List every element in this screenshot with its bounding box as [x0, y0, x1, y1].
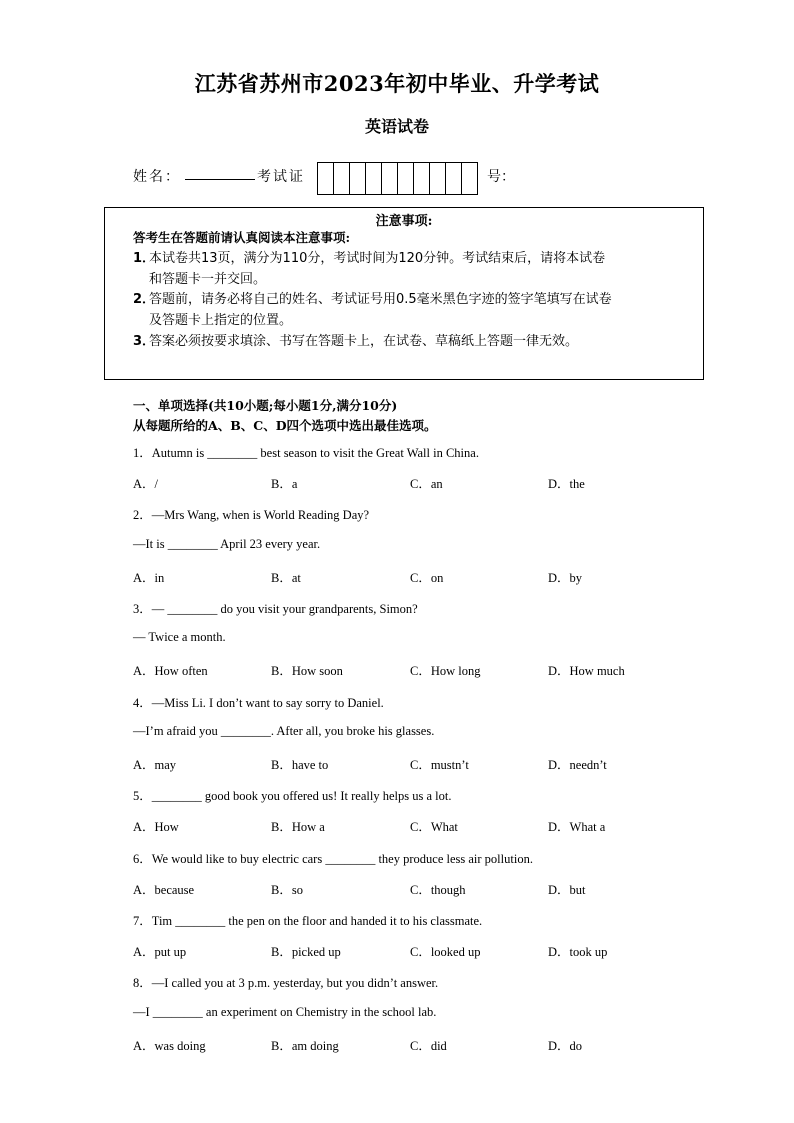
notice-subtitle: 答考生在答题前请认真阅读本注意事项:	[133, 230, 351, 245]
option-b: B．so	[271, 883, 303, 897]
option-a: A．How often	[133, 664, 208, 678]
option-d: D．by	[548, 571, 583, 585]
option-c: C．mustn’t	[410, 758, 469, 772]
option-a: A．/	[133, 477, 159, 491]
section-heading: 一、单项选择(共10小题;每小题1分,满分10分)	[133, 398, 398, 413]
option-b: B．am doing	[271, 1039, 339, 1053]
option-d: D．needn’t	[548, 758, 607, 772]
question-text: —I’m afraid you ________. After all, you broke his glasses.	[133, 724, 435, 738]
digit-box	[462, 163, 477, 194]
notice-box	[104, 207, 704, 380]
question-text: —It is ________ April 23 every year.	[133, 537, 321, 551]
question-text: 7．Tim ________ the pen on the floor and handed it to his classmate.	[133, 914, 483, 928]
digit-box	[334, 163, 350, 194]
question-text: 4．—Miss Li. I don’t want to say sorry to Daniel.	[133, 696, 384, 710]
name-label: 姓名：	[133, 169, 181, 185]
page-subtitle: 英语试卷	[364, 117, 429, 136]
notice-item: 2．答题前，请务必将自己的姓名、考试证号用0.5毫米黑色字迹的签字笔填写在试卷 及答题卡上指定的位置。	[133, 292, 612, 328]
exam-number-boxes	[317, 162, 478, 195]
notice-item: 1．本试卷共13页，满分为110分，考试时间为120分钟。考试结束后，请将本试卷 和答题卡一并交回。	[133, 251, 606, 287]
option-d: D．took up	[548, 945, 608, 959]
question-text: 1．Autumn is ________ best season to visit the Great Wall in China.	[133, 446, 479, 460]
digit-box	[414, 163, 430, 194]
option-c: C．did	[410, 1039, 447, 1053]
section-instruction: 从每题所给的A、B、C、D四个选项中选出最佳选项。	[133, 418, 437, 433]
page-title: 江苏省苏州市2023年初中毕业、升学考试	[194, 71, 600, 96]
option-b: B．at	[271, 571, 301, 585]
question-text: 5．________ good book you offered us! It really helps us a lot.	[133, 789, 452, 803]
question-text: 3．— ________ do you visit your grandparents, Simon?	[133, 602, 418, 616]
digit-box	[350, 163, 366, 194]
exam-number-label: 考试证	[257, 169, 305, 185]
option-a: A．because	[133, 883, 195, 897]
option-b: B．How soon	[271, 664, 343, 678]
digit-box	[430, 163, 446, 194]
option-c: C．though	[410, 883, 466, 897]
option-d: D．the	[548, 477, 585, 491]
digit-box	[446, 163, 462, 194]
question-text: 2．—Mrs Wang, when is World Reading Day?	[133, 508, 370, 522]
option-c: C．looked up	[410, 945, 481, 959]
option-d: D．What a	[548, 820, 606, 834]
option-d: D．but	[548, 883, 586, 897]
option-a: A．put up	[133, 945, 187, 959]
option-a: A．may	[133, 758, 177, 772]
digit-box	[398, 163, 414, 194]
notice-title: 注意事项:	[375, 214, 433, 229]
option-b: B．have to	[271, 758, 329, 772]
question-text: 8．—I called you at 3 p.m. yesterday, but you didn’t answer.	[133, 976, 439, 990]
option-c: C．How long	[410, 664, 481, 678]
option-b: B．a	[271, 477, 298, 491]
question-text: 6．We would like to buy electric cars ________ they produce less air pollution.	[133, 852, 533, 866]
question-text: — Twice a month.	[133, 630, 226, 644]
option-b: B．picked up	[271, 945, 341, 959]
question-text: —I ________ an experiment on Chemistry in the school lab.	[133, 1005, 437, 1019]
option-a: A．was doing	[133, 1039, 206, 1053]
notice-item: 3．答案必须按要求填涂、书写在答题卡上，在试卷、草稿纸上答题一律无效。	[133, 334, 579, 349]
option-d: D．How much	[548, 664, 625, 678]
option-c: C．What	[410, 820, 458, 834]
option-c: C．on	[410, 571, 444, 585]
digit-box	[382, 163, 398, 194]
digit-box	[318, 163, 334, 194]
number-suffix-label: 号：	[487, 169, 515, 185]
option-a: A．in	[133, 571, 165, 585]
digit-box	[366, 163, 382, 194]
option-d: D．do	[548, 1039, 583, 1053]
option-b: B．How a	[271, 820, 325, 834]
option-a: A．How	[133, 820, 179, 834]
option-c: C．an	[410, 477, 443, 491]
name-blank	[185, 179, 255, 180]
